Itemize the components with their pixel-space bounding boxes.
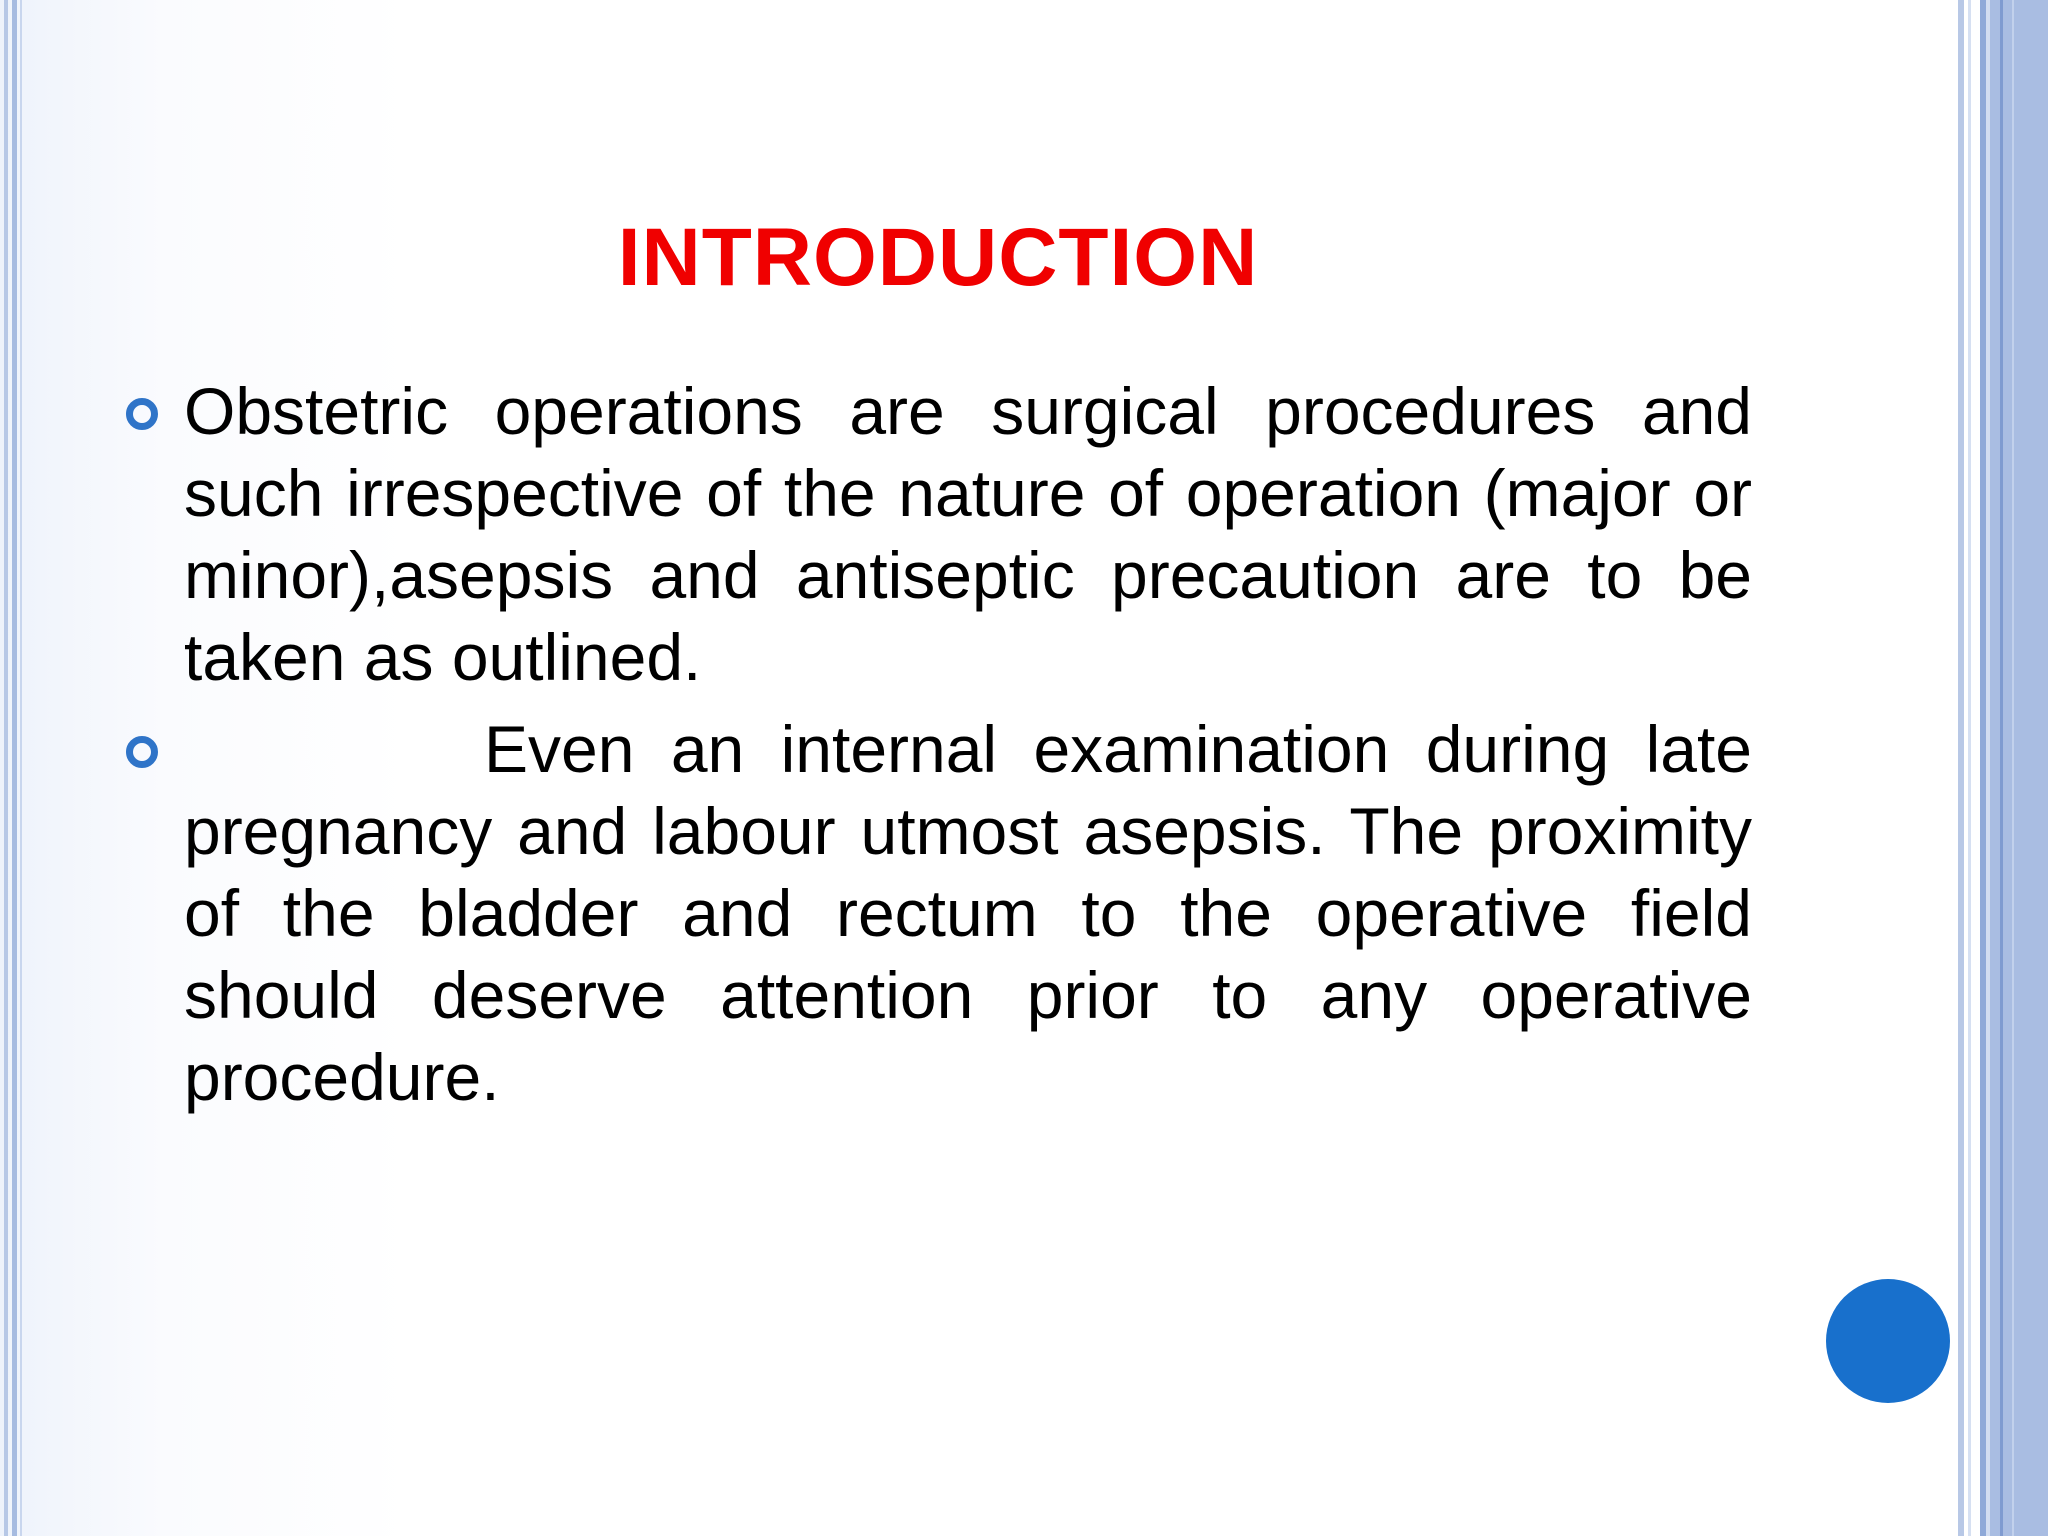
bullet-item: [184, 370, 1752, 698]
ring-bullet-icon: [126, 398, 158, 430]
bullet-text: Obstetric operations are surgical procedures and such irrespective of the nature of operation (major or minor),asepsis and antiseptic precaution are to be taken as outlined.: [184, 374, 1752, 694]
ring-bullet-icon: [126, 736, 158, 768]
bullet-list: [184, 370, 1752, 1128]
right-border-stripe: [2000, 0, 2003, 1536]
right-border-stripe: [1958, 0, 1964, 1536]
bullet-item: [184, 708, 1752, 1118]
right-border-stripe: [2012, 0, 2014, 1536]
next-slide-circle-icon[interactable]: [1826, 1279, 1950, 1403]
bullet-text: Even an internal examination during late pregnancy and labour utmost asepsis. The proximity of the bladder and rectum to the operative field should deserve attention prior to any operative procedure.: [184, 712, 1752, 1114]
right-border-stripe: [1968, 0, 1971, 1536]
right-border-stripe: [1990, 0, 2048, 1536]
slide-title: INTRODUCTION: [617, 212, 1259, 303]
